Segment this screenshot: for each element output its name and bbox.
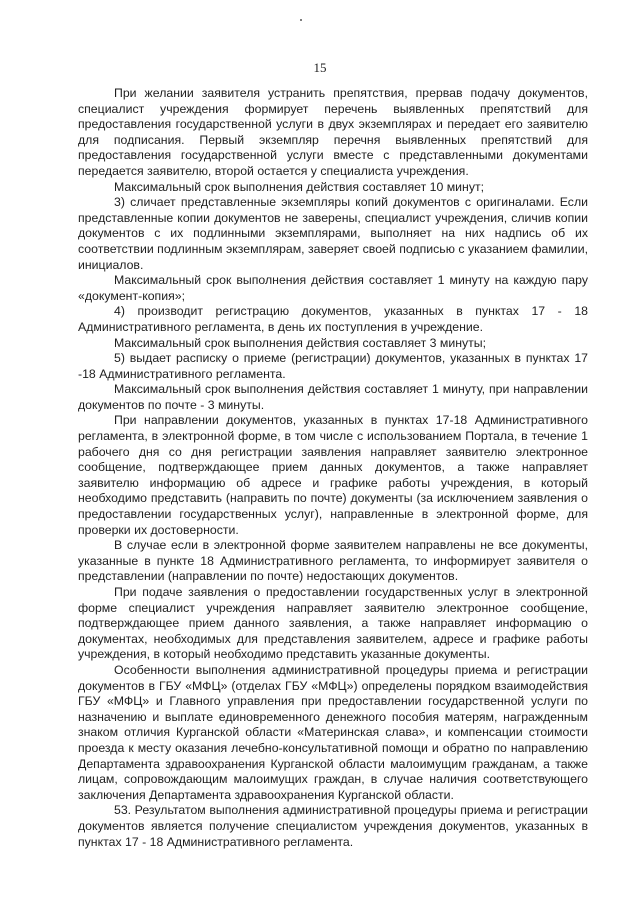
paragraph-53-result: 53. Результатом выполнения административной процедуры приема и регистрации документов является получение специалистом учреждения документов, указанных в пунктах 17 - 18 Административного регламента. [78, 803, 588, 849]
document-body [78, 86, 588, 850]
paragraph-step-4: 4) производит регистрацию документов, указанных в пунктах 17 - 18 Административного регламента, в день их поступления в учреждение. [78, 304, 588, 334]
paragraph-electronic-application: При подаче заявления о предоставлении государственных услуг в электронной форме специалист учреждения направляет заявителю электронное сообщение, подтверждающее прием данного заявления, а также направляет информацию о документах, необходимых для представления заявителем, адресе и графике работы учреждения, в который необходимо представить указанные документы. [78, 585, 588, 662]
scan-speck [300, 19, 302, 21]
paragraph-obstacles: При желании заявителя устранить препятствия, прервав подачу документов, специалист учреждения формирует перечень выявленных препятствий для предоставления государственной услуги в двух экземплярах и передает его заявителю для подписания. Первый экземпляр перечня выявленных препятствий для предоставления государственной услуги вместе с представленными документами передается заявителю, второй остается у специалиста учреждения. [78, 86, 588, 178]
paragraph-step-3: 3) сличает представленные экземпляры копий документов с оригиналами. Если представленные копии документов не заверены, специалист учреждения, сличив копии документов с их подлинными экземплярами, выполняет на них надпись об их соответствии подлинным экземплярам, заверяет своей подписью с указанием фамилии, инициалов. [78, 195, 588, 272]
paragraph-mfc-features: Особенности выполнения административной процедуры приема и регистрации документов в ГБУ «МФЦ» (отделах ГБУ «МФЦ») определены порядком взаимодействия ГБУ «МФЦ» и Главного управления при предоставлении государственной услуги по назначению и выплате единовременного денежного пособия матерям, награжденным знаком отличия Курганской области «Материнская слава», и компенсации стоимости проезда к месту оказания лечебно-консультативной помощи и обратно по направлению Департамента здравоохранения Курганской области малоимущим гражданам, а также лицам, сопровождающим малоимущих граждан, в случае наличия соответствующего заключения Департамента здравоохранения Курганской области. [78, 662, 588, 802]
paragraph-max-time-3: Максимальный срок выполнения действия составляет 3 минуты; [114, 335, 487, 350]
paragraph-electronic-submission: При направлении документов, указанных в пунктах 17-18 Административного регламента, в электронной форме, в том числе с использованием Портала, в течение 1 рабочего дня со дня регистрации заявления направляет заявителю электронное сообщение, подтверждающее прием данных документов, а также направляет заявителю информацию об адресе и графике работы учреждения, в который необходимо представить (направить по почте) документы (за исключением заявления о предоставлении государственных услуг), направленные в электронной форме, для проверки их достоверности. [78, 413, 588, 537]
paragraph-max-time-mail: Максимальный срок выполнения действия составляет 1 минуту, при направлении документов по почте - 3 минуты. [78, 382, 588, 412]
page-number: 15 [313, 60, 327, 75]
paragraph-max-time-10: Максимальный срок выполнения действия составляет 10 минут; [114, 179, 485, 194]
paragraph-missing-documents: В случае если в электронной форме заявителем направлены не все документы, указанные в пункте 18 Административного регламента, то информирует заявителя о представлении (направлении по почте) недостающих документов. [78, 538, 588, 584]
paragraph-step-5: 5) выдает расписку о приеме (регистрации) документов, указанных в пунктах 17 -18 Административного регламента. [78, 351, 588, 381]
paragraph-max-time-copy: Максимальный срок выполнения действия составляет 1 минуту на каждую пару «документ-копия»; [78, 273, 588, 303]
